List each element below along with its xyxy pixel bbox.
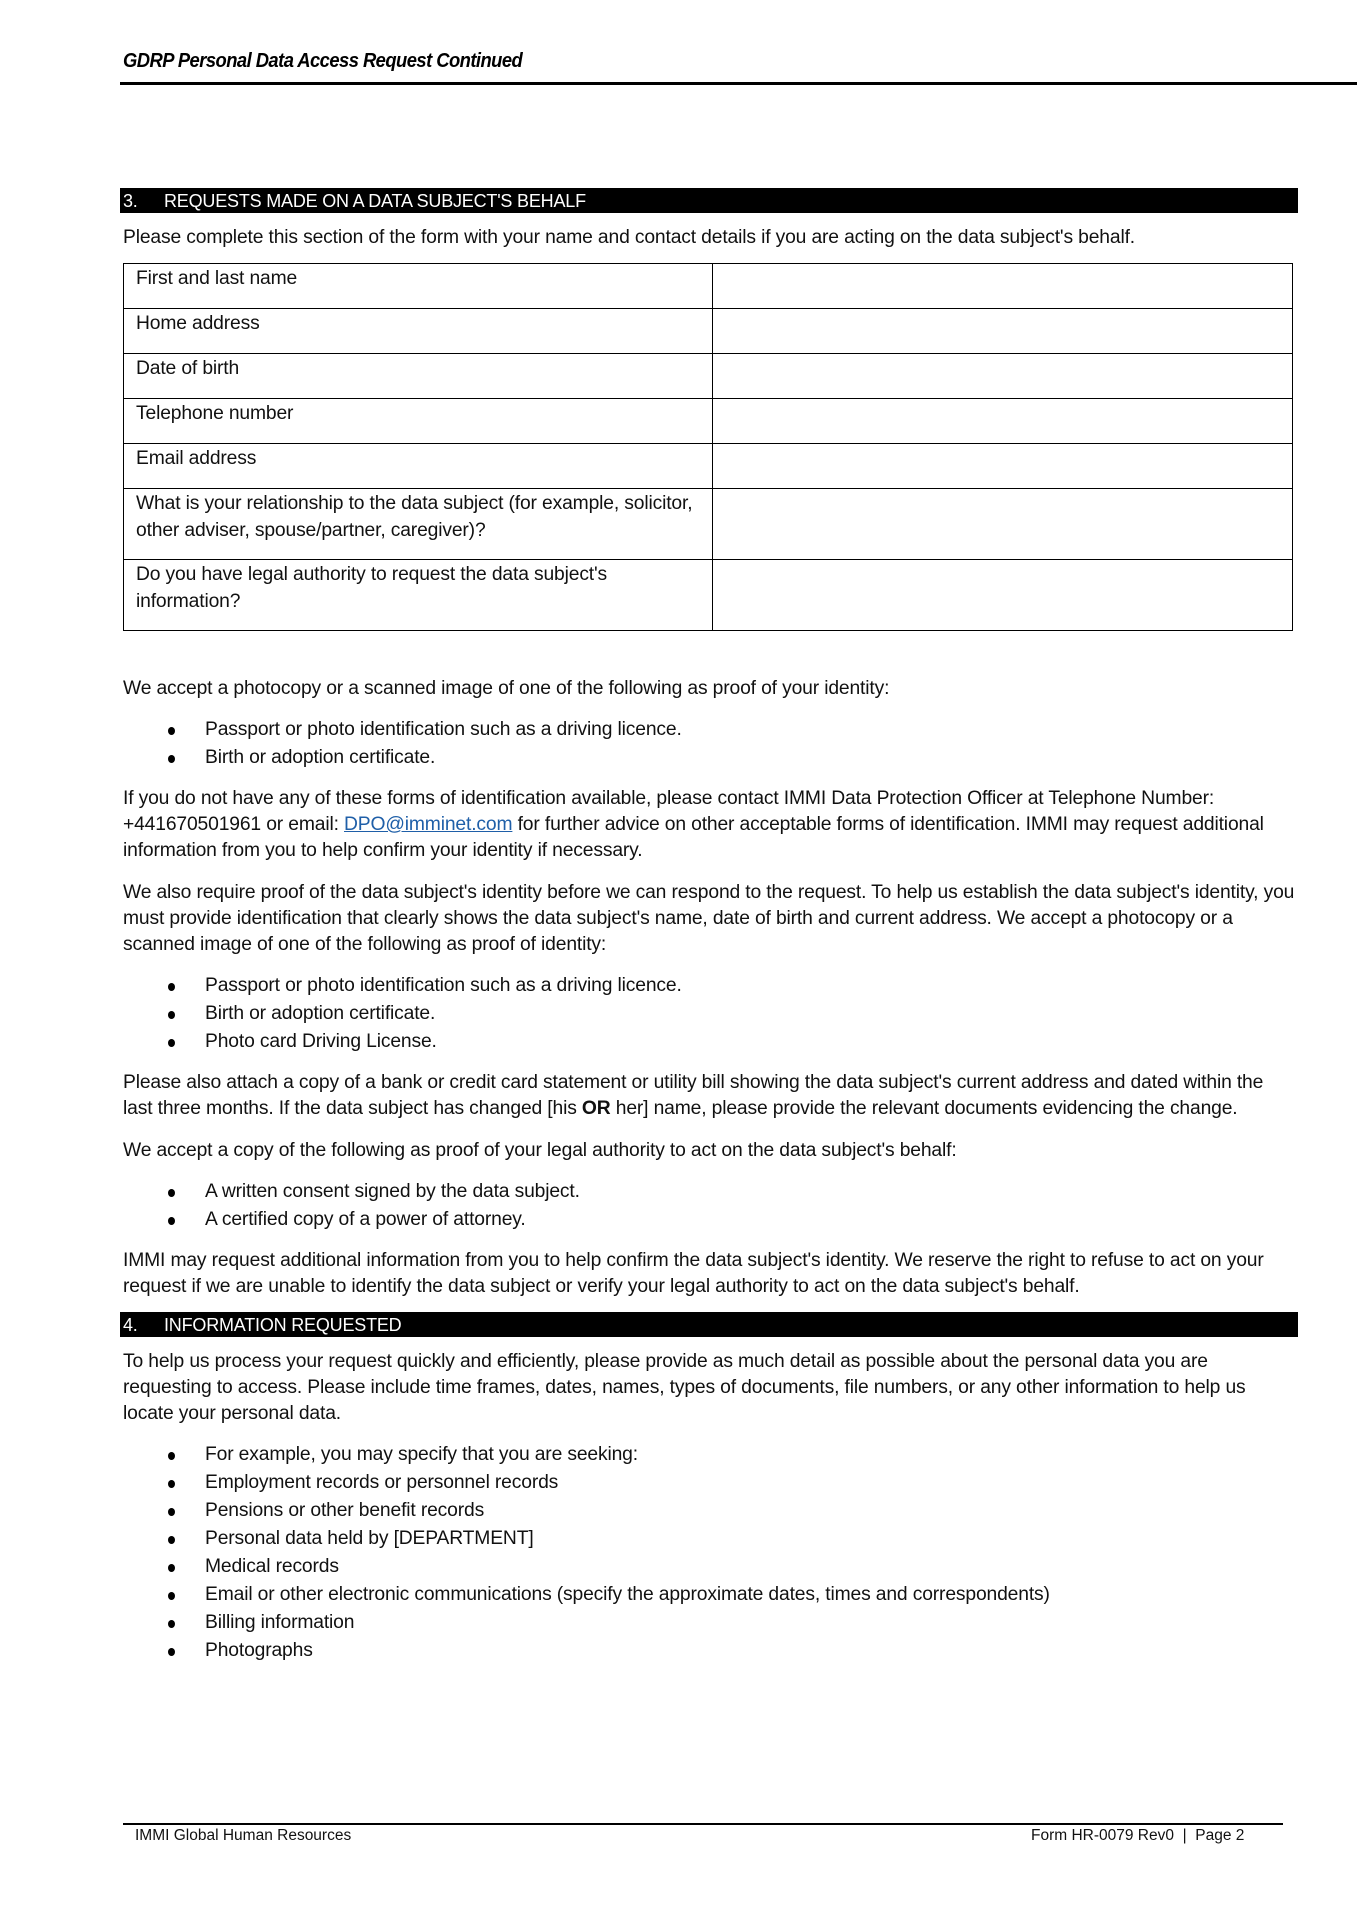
table-row — [124, 444, 1293, 489]
section-title: INFORMATION REQUESTED — [164, 1315, 402, 1335]
field-label-name: First and last name — [124, 264, 713, 309]
section-3-heading — [120, 188, 1298, 213]
header-rule — [120, 82, 1357, 85]
representative-details-table — [123, 263, 1293, 631]
bullet-icon — [168, 755, 175, 763]
section-4-intro: To help us process your request quickly and efficiently, please provide as much detail as possible about the personal data you are requesting to access. Please include time frames, dates, names, types of documents, file numbers, or any other information to help us locate your personal data. — [123, 1351, 1246, 1424]
footer-form-page: Form HR-0079 Rev0 | Page 2 — [1031, 1827, 1245, 1844]
legal-authority-intro: We accept a copy of the following as proof of your legal authority to act on the data subject's behalf: — [123, 1140, 957, 1161]
field-label-phone: Telephone number — [124, 399, 713, 444]
attach-statement-paragraph: Please also attach a copy of a bank or credit card statement or utility bill showing the data subject's current address and dated within the last three months. If the data subject has changed [his OR her] name, please provide the relevant documents evidencing the change. — [123, 1072, 1264, 1119]
page-content — [123, 188, 1295, 1679]
list-item: A certified copy of a power of attorney. — [123, 1206, 1295, 1234]
field-label-relationship: What is your relationship to the data subject (for example, solicitor, other adviser, spouse/partner, caregiver)? — [124, 489, 713, 560]
list-item: Pensions or other benefit records — [123, 1497, 1295, 1525]
list-item: Photographs — [123, 1637, 1295, 1665]
page-header-title: GDRP Personal Data Access Request Continued — [123, 50, 523, 72]
list-item: Passport or photo identification such as a driving licence. — [123, 972, 1295, 1000]
bullet-icon — [168, 1452, 175, 1460]
information-types-list — [123, 1441, 1295, 1665]
subject-proof-intro: We also require proof of the data subject's identity before we can respond to the request. To help us establish the data subject's identity, you must provide identification that clearly shows the data subject's name, date of birth and current address. We accept a photocopy or a scanned image of one of the following as proof of identity: — [123, 882, 1295, 955]
list-item: Billing information — [123, 1609, 1295, 1637]
list-item: Passport or photo identification such as a driving licence. — [123, 716, 1295, 744]
section-3-intro: Please complete this section of the form with your name and contact details if you are acting on the data subject's behalf. — [123, 227, 1136, 248]
field-label-email: Email address — [124, 444, 713, 489]
bullet-icon — [168, 1508, 175, 1516]
list-item: Medical records — [123, 1553, 1295, 1581]
table-row — [124, 560, 1293, 631]
table-row — [124, 264, 1293, 309]
field-input-name[interactable] — [713, 264, 1293, 309]
field-input-address[interactable] — [713, 309, 1293, 354]
list-item: Personal data held by [DEPARTMENT] — [123, 1525, 1295, 1553]
table-row — [124, 354, 1293, 399]
no-identification-paragraph: If you do not have any of these forms of identification available, please contact IMMI Data Protection Officer at Telephone Number: +441670501961 or email: DPO@imminet.com for further advice on other acceptable forms of identification. IMMI may request additional information from you to help confirm your identity if necessary. — [123, 788, 1264, 861]
section-4-heading — [120, 1312, 1298, 1337]
footer-rule — [123, 1823, 1283, 1825]
bullet-icon — [168, 1620, 175, 1628]
list-item: Photo card Driving License. — [123, 1028, 1295, 1056]
list-item: A written consent signed by the data subject. — [123, 1178, 1295, 1206]
bullet-icon — [168, 1536, 175, 1544]
legal-authority-list — [123, 1178, 1295, 1234]
list-item: For example, you may specify that you are seeking: — [123, 1441, 1295, 1469]
section-number: 3. — [123, 191, 138, 211]
bullet-icon — [168, 983, 175, 991]
bullet-icon — [168, 1480, 175, 1488]
dpo-email-link[interactable]: DPO@imminet.com — [344, 814, 513, 835]
field-label-legal-authority: Do you have legal authority to request the data subject's information? — [124, 560, 713, 631]
footer-organization: IMMI Global Human Resources — [135, 1827, 352, 1844]
list-item: Birth or adoption certificate. — [123, 744, 1295, 772]
list-item: Birth or adoption certificate. — [123, 1000, 1295, 1028]
field-input-legal-authority[interactable] — [713, 560, 1293, 631]
bullet-icon — [168, 1564, 175, 1572]
proof-of-identity-intro: We accept a photocopy or a scanned image of one of the following as proof of your identity: — [123, 678, 890, 699]
bullet-icon — [168, 1217, 175, 1225]
dpo-phone: +441670501961 — [123, 814, 261, 835]
list-item: Employment records or personnel records — [123, 1469, 1295, 1497]
list-item: Email or other electronic communications (specify the approximate dates, times and correspondents) — [123, 1581, 1295, 1609]
field-label-address: Home address — [124, 309, 713, 354]
reserve-right-paragraph: IMMI may request additional information from you to help confirm the data subject's identity. We reserve the right to refuse to act on your request if we are unable to identify the data subject or verify your legal authority to act on the data subject's behalf. — [123, 1250, 1264, 1297]
bullet-icon — [168, 1189, 175, 1197]
table-row — [124, 399, 1293, 444]
field-input-email[interactable] — [713, 444, 1293, 489]
bullet-icon — [168, 1039, 175, 1047]
bullet-icon — [168, 1592, 175, 1600]
table-row — [124, 309, 1293, 354]
bullet-icon — [168, 727, 175, 735]
bullet-icon — [168, 1648, 175, 1656]
field-input-phone[interactable] — [713, 399, 1293, 444]
subject-proof-list — [123, 972, 1295, 1056]
table-row — [124, 489, 1293, 560]
field-label-dob: Date of birth — [124, 354, 713, 399]
section-number: 4. — [123, 1315, 138, 1335]
bullet-icon — [168, 1011, 175, 1019]
section-title: REQUESTS MADE ON A DATA SUBJECT'S BEHALF — [164, 191, 586, 211]
field-input-dob[interactable] — [713, 354, 1293, 399]
field-input-relationship[interactable] — [713, 489, 1293, 560]
proof-of-identity-list — [123, 716, 1295, 772]
